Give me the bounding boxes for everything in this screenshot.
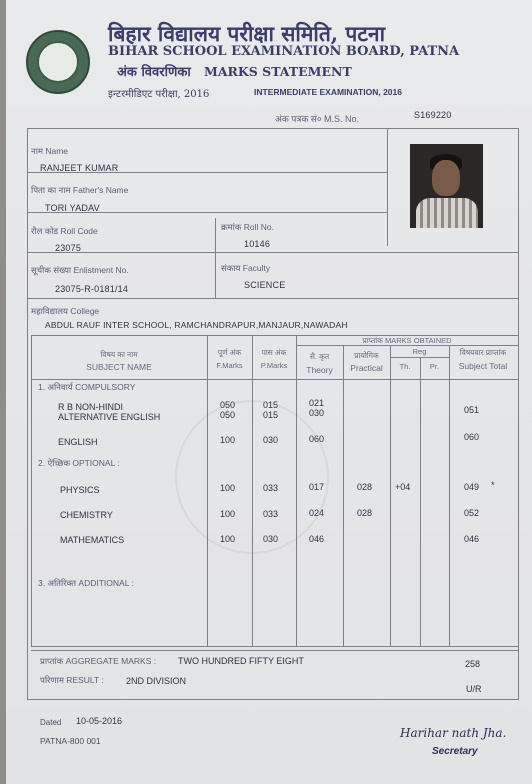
- fmarks-cell: 050: [220, 410, 236, 420]
- aggregate-label: प्राप्तांक AGGREGATE MARKS :: [40, 656, 157, 666]
- subject-name: PHYSICS: [60, 485, 100, 495]
- theory-cell: 024: [309, 508, 325, 518]
- result-label: परिणाम RESULT :: [40, 675, 104, 685]
- subject-name: ALTERNATIVE ENGLISH: [58, 412, 161, 422]
- practical-cell: 028: [357, 508, 373, 518]
- roll-no: 10146: [244, 239, 271, 249]
- theory-cell: 017: [309, 482, 325, 492]
- marks-obtained-header: प्राप्तांक MARKS OBTAINED: [362, 336, 452, 345]
- board-watermark-seal: [175, 400, 329, 554]
- fmarks-cell: 050: [220, 400, 236, 410]
- dated-value: 10-05-2016: [76, 716, 123, 726]
- total-cell: 051: [464, 405, 480, 415]
- subject-name: MATHEMATICS: [60, 535, 125, 545]
- student-photo: [410, 144, 483, 228]
- student-name: RANJEET KUMAR: [40, 163, 119, 173]
- father-name-label: पिता का नाम Father's Name: [31, 185, 129, 195]
- total-cell: 052: [464, 508, 480, 518]
- secretary-title: Secretary: [432, 746, 478, 757]
- board-seal-logo: [26, 30, 90, 94]
- total-cell: 046: [464, 534, 480, 544]
- total-cell: 049: [464, 482, 480, 492]
- pmarks-header: P.Marks: [260, 361, 288, 370]
- subject-name: ENGLISH: [58, 437, 98, 447]
- fmarks-cell: 100: [220, 534, 236, 544]
- name-label: नाम Name: [31, 146, 69, 156]
- ms-no-value: S169220: [414, 110, 452, 120]
- subject-header-hindi: विषय का नाम: [100, 350, 138, 359]
- practical-cell: 028: [357, 482, 373, 492]
- dated-label: Dated: [40, 718, 62, 727]
- father-name: TORI YADAV: [45, 203, 100, 213]
- fmarks-cell: 100: [220, 435, 236, 445]
- reg-pr-header: Pr.: [429, 362, 440, 371]
- pmarks-cell: 033: [263, 509, 279, 519]
- ms-no-label: अंक पत्रक सं० M.S. No.: [275, 114, 360, 124]
- pmarks-cell: 030: [263, 534, 279, 544]
- board-name-hindi: बिहार विद्यालय परीक्षा समिति, पटना: [108, 21, 386, 46]
- faculty-label: संकाय Faculty: [221, 263, 271, 273]
- college-name: ABDUL RAUF INTER SCHOOL, RAMCHANDRAPUR,MANJAUR,NAWADAH: [45, 320, 348, 330]
- fmarks-header-hindi: पूर्ण अंक: [217, 348, 242, 357]
- roll-code: 23075: [55, 243, 82, 253]
- result-value: 2ND DIVISION: [126, 676, 187, 686]
- practical-header: Practical: [350, 363, 383, 373]
- pmarks-cell: 015: [263, 410, 279, 420]
- section-optional: 2. ऐच्छिक OPTIONAL :: [38, 458, 120, 468]
- theory-header: Theory: [306, 365, 333, 375]
- enlistment-label: सूचीक संख्या Enlistment No.: [31, 265, 129, 275]
- theory-cell: 060: [309, 434, 325, 444]
- college-label: महाविद्यालय College: [31, 306, 100, 316]
- category-ur: U/R: [466, 684, 482, 694]
- total-header-hindi: विषयवार प्राप्तांक: [459, 348, 507, 357]
- statement-title-hindi: अंक विवरणिका: [117, 65, 191, 80]
- pmarks-cell: 030: [263, 435, 279, 445]
- pmarks-cell: 033: [263, 483, 279, 493]
- reg-header: Reg: [412, 347, 427, 356]
- faculty: SCIENCE: [244, 280, 286, 290]
- aggregate-value: 258: [465, 659, 481, 669]
- reg-th-header: Th.: [399, 362, 411, 371]
- theory-cell: 046: [309, 534, 325, 544]
- theory-cell: 030: [309, 408, 325, 418]
- aggregate-in-words: TWO HUNDRED FIFTY EIGHT: [178, 656, 304, 666]
- theory-cell: 021: [309, 398, 325, 408]
- fmarks-cell: 100: [220, 483, 236, 493]
- section-additional: 3. अतिरिक्त ADDITIONAL :: [38, 578, 134, 588]
- practical-header-hindi: प्रायोगिक: [354, 351, 379, 360]
- fmarks-cell: 100: [220, 509, 236, 519]
- pmarks-cell: 015: [263, 400, 279, 410]
- statement-title-english: MARKS STATEMENT: [204, 64, 352, 79]
- subject-header: SUBJECT NAME: [86, 362, 152, 372]
- exam-title-english: INTERMEDIATE EXAMINATION, 2016: [254, 87, 402, 97]
- enlistment-no: 23075-R-0181/14: [55, 284, 129, 294]
- theory-header-hindi: सै. कृत: [309, 352, 330, 361]
- section-compulsory: 1. अनिवार्य COMPULSORY: [38, 382, 136, 392]
- fmarks-header: F.Marks: [216, 361, 243, 370]
- pmarks-header-hindi: पास अंक: [261, 348, 287, 357]
- roll-code-label: रौल कोड Roll Code: [31, 226, 98, 236]
- subject-name: CHEMISTRY: [60, 510, 113, 520]
- reg-th-cell: +04: [395, 482, 411, 492]
- board-name-english: BIHAR SCHOOL EXAMINATION BOARD, PATNA: [108, 44, 460, 59]
- asterisk-mark: *: [491, 480, 495, 490]
- roll-no-label: क्रमांक Roll No.: [221, 222, 274, 232]
- place-pincode: PATNA-800 001: [40, 736, 101, 746]
- total-cell: 060: [464, 432, 480, 442]
- exam-title-hindi: इन्टरमीडिएट परीक्षा, 2016: [108, 89, 210, 100]
- secretary-signature: Harihar nath Jha.: [400, 726, 507, 740]
- subject-name: R B NON-HINDI: [58, 402, 123, 412]
- total-header: Subject Total: [458, 361, 508, 371]
